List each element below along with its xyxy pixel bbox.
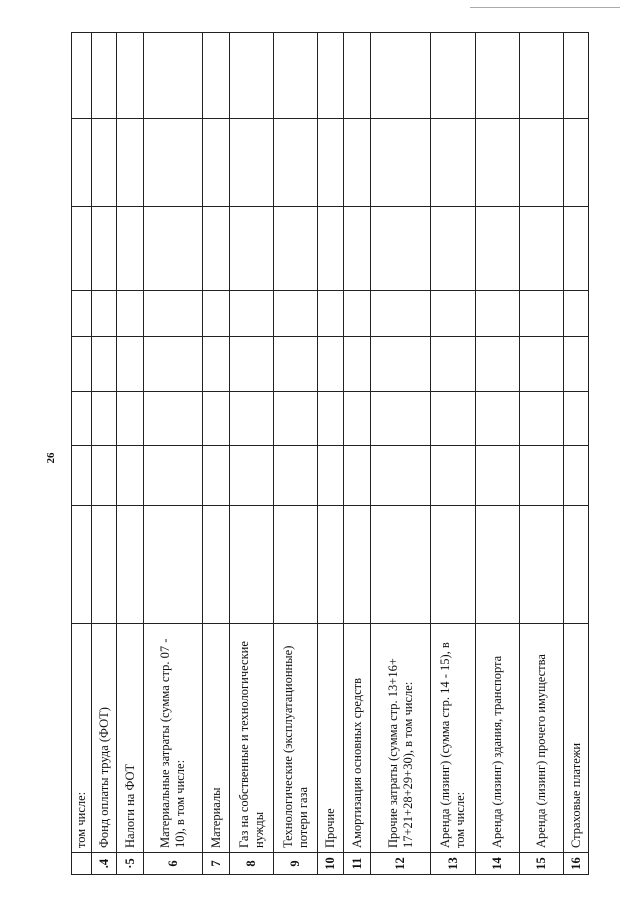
- empty-cell: [117, 291, 144, 337]
- row-label: Аренда (лизинг) (сумма стр. 14 - 15), в том числе:: [431, 624, 476, 853]
- table-row: [431, 33, 476, 875]
- empty-cell: [144, 291, 203, 337]
- empty-cell: [371, 33, 431, 119]
- empty-cell: [144, 207, 203, 291]
- empty-cell: [564, 207, 589, 291]
- empty-cell: [117, 446, 144, 506]
- row-label: Фонд оплаты труда (ФОТ): [92, 624, 117, 853]
- empty-cell: [431, 207, 476, 291]
- empty-cell: [203, 207, 230, 291]
- row-label: Аренда (лизинг) здания, транспорта: [476, 624, 520, 853]
- row-number: 8: [230, 853, 274, 875]
- empty-cell: [564, 33, 589, 119]
- page-number: 26: [45, 452, 57, 464]
- empty-cell: [520, 337, 564, 392]
- row-label: Технологические (эксплуатационные) потери газа: [274, 624, 318, 853]
- empty-cell: [318, 392, 344, 446]
- empty-cell: [230, 506, 274, 624]
- empty-cell: [476, 119, 520, 207]
- row-label: Материалы: [203, 624, 230, 853]
- empty-cell: [117, 506, 144, 624]
- empty-cell: [344, 446, 371, 506]
- empty-cell: [344, 119, 371, 207]
- empty-cell: [203, 446, 230, 506]
- row-label: Страховые платежи: [564, 624, 589, 853]
- empty-cell: [371, 207, 431, 291]
- empty-cell: [318, 337, 344, 392]
- row-label: том числе:: [72, 624, 92, 853]
- row-number: 14: [476, 853, 520, 875]
- empty-cell: [144, 392, 203, 446]
- table-row: [117, 33, 144, 875]
- empty-cell: [230, 291, 274, 337]
- empty-cell: [318, 207, 344, 291]
- empty-cell: [203, 33, 230, 119]
- empty-cell: [318, 506, 344, 624]
- row-number: 6: [144, 853, 203, 875]
- empty-cell: [92, 207, 117, 291]
- empty-cell: [564, 392, 589, 446]
- empty-cell: [520, 207, 564, 291]
- empty-cell: [92, 506, 117, 624]
- empty-cell: [476, 33, 520, 119]
- empty-cell: [92, 337, 117, 392]
- row-label: Газ на собственные и технологические нужды: [230, 624, 274, 853]
- row-number: 11: [344, 853, 371, 875]
- empty-cell: [344, 207, 371, 291]
- empty-cell: [431, 291, 476, 337]
- empty-cell: [476, 392, 520, 446]
- row-number: 7: [203, 853, 230, 875]
- empty-cell: [72, 446, 92, 506]
- table-row: [520, 33, 564, 875]
- row-number: 16: [564, 853, 589, 875]
- empty-cell: [117, 337, 144, 392]
- table-row: [344, 33, 371, 875]
- table-row: [476, 33, 520, 875]
- empty-cell: [144, 506, 203, 624]
- empty-cell: [144, 337, 203, 392]
- row-label: Материальные затраты (сумма стр. 07 - 10), в том числе:: [144, 624, 203, 853]
- empty-cell: [274, 446, 318, 506]
- empty-cell: [230, 33, 274, 119]
- empty-cell: [476, 446, 520, 506]
- table-row: [203, 33, 230, 875]
- empty-cell: [371, 506, 431, 624]
- cost-table: [71, 32, 589, 875]
- row-number: 12: [371, 853, 431, 875]
- empty-cell: [144, 119, 203, 207]
- rotated-table-container: [71, 33, 583, 875]
- empty-cell: [92, 392, 117, 446]
- empty-cell: [72, 207, 92, 291]
- table-row: [371, 33, 431, 875]
- table-row: [144, 33, 203, 875]
- empty-cell: [476, 337, 520, 392]
- table-row: [92, 33, 117, 875]
- empty-cell: [431, 33, 476, 119]
- empty-cell: [431, 392, 476, 446]
- empty-cell: [274, 506, 318, 624]
- empty-cell: [117, 207, 144, 291]
- empty-cell: [564, 337, 589, 392]
- empty-cell: [230, 446, 274, 506]
- row-number: 10: [318, 853, 344, 875]
- empty-cell: [431, 119, 476, 207]
- row-number: .4: [92, 853, 117, 875]
- empty-cell: [203, 119, 230, 207]
- empty-cell: [230, 207, 274, 291]
- row-label: Амортизация основных средств: [344, 624, 371, 853]
- empty-cell: [520, 446, 564, 506]
- empty-cell: [476, 207, 520, 291]
- empty-cell: [72, 119, 92, 207]
- empty-cell: [203, 392, 230, 446]
- row-number: 13: [431, 853, 476, 875]
- empty-cell: [72, 291, 92, 337]
- empty-cell: [144, 33, 203, 119]
- empty-cell: [274, 337, 318, 392]
- empty-cell: [274, 207, 318, 291]
- empty-cell: [520, 119, 564, 207]
- row-number: 15: [520, 853, 564, 875]
- empty-cell: [371, 392, 431, 446]
- empty-cell: [431, 506, 476, 624]
- empty-cell: [117, 392, 144, 446]
- table-row: [564, 33, 589, 875]
- empty-cell: [117, 33, 144, 119]
- empty-cell: [520, 291, 564, 337]
- empty-cell: [203, 291, 230, 337]
- empty-cell: [203, 337, 230, 392]
- row-label: Прочие затраты (сумма стр. 13+16+ 17+21+28+29+30), в том числе:: [371, 624, 431, 853]
- empty-cell: [318, 33, 344, 119]
- empty-cell: [371, 446, 431, 506]
- empty-cell: [520, 506, 564, 624]
- empty-cell: [203, 506, 230, 624]
- table-row: [72, 33, 92, 875]
- empty-cell: [230, 119, 274, 207]
- empty-cell: [274, 392, 318, 446]
- row-number: [72, 853, 92, 875]
- empty-cell: [520, 33, 564, 119]
- empty-cell: [72, 392, 92, 446]
- empty-cell: [431, 337, 476, 392]
- empty-cell: [72, 506, 92, 624]
- empty-cell: [274, 119, 318, 207]
- empty-cell: [564, 446, 589, 506]
- empty-cell: [230, 337, 274, 392]
- empty-cell: [72, 337, 92, 392]
- empty-cell: [476, 506, 520, 624]
- empty-cell: [564, 506, 589, 624]
- empty-cell: [431, 446, 476, 506]
- row-number: ·5: [117, 853, 144, 875]
- empty-cell: [117, 119, 144, 207]
- empty-cell: [371, 337, 431, 392]
- empty-cell: [92, 119, 117, 207]
- empty-cell: [92, 446, 117, 506]
- row-number: 9: [274, 853, 318, 875]
- empty-cell: [318, 446, 344, 506]
- empty-cell: [520, 392, 564, 446]
- table-row: [230, 33, 274, 875]
- empty-cell: [92, 33, 117, 119]
- row-label: Аренда (лизинг) прочего имущества: [520, 624, 564, 853]
- empty-cell: [344, 33, 371, 119]
- empty-cell: [344, 337, 371, 392]
- empty-cell: [230, 392, 274, 446]
- empty-cell: [564, 119, 589, 207]
- empty-cell: [318, 119, 344, 207]
- empty-cell: [344, 291, 371, 337]
- empty-cell: [318, 291, 344, 337]
- table-row: [318, 33, 344, 875]
- empty-cell: [344, 506, 371, 624]
- empty-cell: [72, 33, 92, 119]
- row-label: Налоги на ФОТ: [117, 624, 144, 853]
- empty-cell: [564, 291, 589, 337]
- table-row: [274, 33, 318, 875]
- empty-cell: [371, 119, 431, 207]
- top-rule: [470, 7, 620, 8]
- empty-cell: [144, 446, 203, 506]
- empty-cell: [476, 291, 520, 337]
- empty-cell: [92, 291, 117, 337]
- empty-cell: [371, 291, 431, 337]
- empty-cell: [274, 291, 318, 337]
- row-label: Прочие: [318, 624, 344, 853]
- empty-cell: [274, 33, 318, 119]
- empty-cell: [344, 392, 371, 446]
